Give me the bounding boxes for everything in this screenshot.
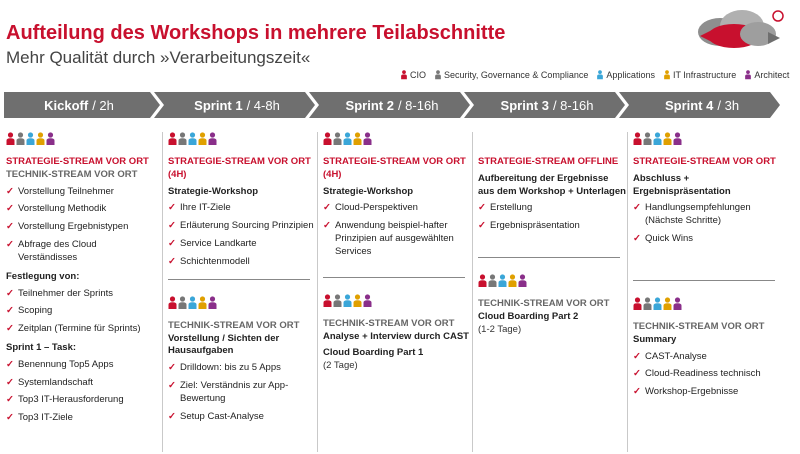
strategy-stream-heading: STRATEGIE-STREAM OFFLINE	[478, 156, 619, 167]
person-icon	[333, 132, 342, 146]
list-item: ✓ Zeitplan (Termine für Sprints)	[6, 323, 154, 336]
festlegung-heading: Festlegung von:	[6, 270, 80, 282]
person-icon	[323, 132, 332, 146]
divider	[478, 257, 620, 258]
person-icon	[653, 132, 662, 146]
participants-icon	[633, 297, 781, 311]
person-icon	[208, 296, 217, 310]
list-item: ✓ Anwendung beispiel-hafter Prinzipien auf ausgewählten Services	[323, 220, 471, 258]
strategy-stream-heading: STRATEGIE-STREAM VOR ORT	[633, 156, 776, 167]
phase-sprint-2: Sprint 2 / 8-16h	[345, 97, 439, 113]
legend-label: IT Infrastructure	[672, 70, 737, 80]
person-icon	[663, 297, 672, 311]
person-icon	[343, 294, 352, 308]
tech-stream-heading: TECHNIK-STREAM VOR ORT	[6, 168, 138, 180]
list-item: ✓ CAST-Analyse	[633, 351, 781, 364]
person-icon	[653, 297, 662, 311]
participants-icon	[168, 132, 316, 146]
phase-kickoff: Kickoff / 2h	[44, 97, 114, 113]
person-icon	[518, 274, 527, 288]
phase-sprint-4: Sprint 4 / 3h	[664, 97, 740, 113]
list-item: ✓ Setup Cast-Analyse	[168, 411, 316, 424]
list-item: ✓ Vorstellung Ergebnistypen	[6, 221, 154, 234]
sprint-2-column	[323, 132, 471, 373]
duration-note: (2 Tage)	[323, 360, 358, 372]
person-icon	[188, 132, 197, 146]
kickoff-column	[6, 132, 154, 431]
legend-item	[400, 70, 426, 80]
role-legend	[400, 70, 789, 80]
phase-bar	[4, 92, 780, 118]
tech-topic-2: Cloud Boarding Part 1	[323, 347, 424, 359]
person-icon	[188, 296, 197, 310]
person-icon	[36, 132, 45, 146]
participants-icon	[6, 132, 154, 146]
divider	[633, 280, 775, 281]
list-item: ✓ Ihre IT-Ziele	[168, 202, 316, 215]
tech-topic: Vorstellung / Sichten der Hausaufgaben	[168, 332, 280, 357]
strategy-stream-heading: STRATEGIE-STREAM VOR ORT (4H)	[168, 156, 311, 180]
person-icon	[596, 70, 604, 80]
task-list	[6, 359, 154, 425]
tech-topic: Analyse + Interview durch CAST	[323, 330, 469, 342]
list-item: ✓ Scoping	[6, 305, 154, 318]
legend-label: CIO	[410, 70, 427, 80]
list-item: ✓ Abfrage des Cloud Verständisses	[6, 239, 154, 265]
sprint-1-tech-list	[168, 362, 316, 423]
person-icon	[178, 296, 187, 310]
person-icon	[168, 296, 177, 310]
legend-label: Architect	[754, 70, 790, 80]
list-item: ✓ Erstellung	[478, 202, 626, 215]
legend-item	[663, 70, 736, 80]
workshop-title: Strategie-Workshop	[323, 185, 414, 197]
sprint-1-list	[168, 202, 316, 268]
legend-item	[434, 70, 588, 80]
person-icon	[663, 132, 672, 146]
divider	[323, 277, 465, 278]
person-icon	[643, 132, 652, 146]
sprint-2-list	[323, 202, 471, 258]
participants-icon	[478, 274, 626, 288]
person-icon	[498, 274, 507, 288]
person-icon	[363, 132, 372, 146]
phase-sprint-1: Sprint 1 / 4-8h	[194, 97, 280, 113]
list-item: ✓ Systemlandschaft	[6, 377, 154, 390]
phase-sprint-3: Sprint 3 / 8-16h	[500, 97, 594, 113]
cloud-logo-icon	[690, 6, 786, 52]
participants-icon	[323, 132, 471, 146]
task-heading: Sprint 1 – Task:	[6, 341, 77, 353]
list-item: ✓ Cloud-Perspektiven	[323, 202, 471, 215]
person-icon	[343, 132, 352, 146]
sprint-4-tech-list	[633, 351, 781, 399]
person-icon	[663, 70, 671, 80]
list-item: ✓ Top3 IT-Ziele	[6, 412, 154, 425]
person-icon	[673, 297, 682, 311]
person-icon	[353, 294, 362, 308]
sprint-4-column	[633, 132, 781, 405]
person-icon	[643, 297, 652, 311]
person-icon	[333, 294, 342, 308]
festlegung-list	[6, 288, 154, 336]
person-icon	[633, 297, 642, 311]
workshop-title: Abschluss + Ergebnispräsentation	[633, 172, 731, 197]
person-icon	[6, 132, 15, 146]
sprint-4-list	[633, 202, 781, 245]
tech-topic: Summary	[633, 333, 677, 345]
list-item: ✓ Vorstellung Methodik	[6, 203, 154, 216]
strategy-stream-heading: STRATEGIE-STREAM VOR ORT (4H)	[323, 156, 466, 180]
person-icon	[363, 294, 372, 308]
participants-icon	[323, 294, 471, 308]
list-item: ✓ Erläuterung Sourcing Prinzipien	[168, 220, 316, 233]
person-icon	[46, 132, 55, 146]
workshop-title: Aufbereitung der Ergebnisse aus dem Workshop + Unterlagen	[478, 172, 626, 197]
person-icon	[198, 132, 207, 146]
person-icon	[178, 132, 187, 146]
list-item: ✓ Teilnehmer der Sprints	[6, 288, 154, 301]
page-subtitle: Mehr Qualität durch »Verarbeitungszeit«	[6, 48, 311, 67]
person-icon	[198, 296, 207, 310]
tech-topic: Cloud Boarding Part 2	[478, 310, 579, 322]
legend-label: Applications	[606, 70, 655, 80]
person-icon	[633, 132, 642, 146]
duration-note: (1-2 Tage)	[478, 323, 522, 335]
list-item: ✓ Ziel: Verständnis zur App-Bewertung	[168, 380, 316, 406]
list-item: ✓ Service Landkarte	[168, 238, 316, 251]
sprint-3-list	[478, 202, 626, 233]
page-title: Aufteilung des Workshops in mehrere Teilabschnitte	[6, 22, 506, 44]
list-item: ✓ Benennung Top5 Apps	[6, 359, 154, 372]
participants-icon	[633, 132, 781, 146]
list-item: ✓ Schichtenmodell	[168, 256, 316, 269]
list-item: ✓ Ergebnispräsentation	[478, 220, 626, 233]
legend-item	[744, 70, 789, 80]
person-icon	[323, 294, 332, 308]
column-divider	[162, 132, 163, 452]
list-item: ✓ Handlungsempfehlungen (Nächste Schritte)	[633, 202, 781, 228]
list-item: ✓ Vorstellung Teilnehmer	[6, 186, 154, 199]
person-icon	[400, 70, 408, 80]
participants-icon	[168, 296, 316, 310]
legend-label: Security, Governance & Compliance	[444, 70, 589, 80]
person-icon	[26, 132, 35, 146]
person-icon	[673, 132, 682, 146]
strategy-stream-heading: STRATEGIE-STREAM VOR ORT	[6, 156, 149, 167]
tech-stream-heading: TECHNIK-STREAM VOR ORT	[323, 317, 455, 329]
sprint-3-column	[478, 132, 626, 337]
column-divider	[627, 132, 628, 452]
person-icon	[16, 132, 25, 146]
legend-item	[596, 70, 655, 80]
tech-stream-heading: TECHNIK-STREAM VOR ORT	[633, 320, 765, 332]
column-divider	[472, 132, 473, 452]
list-item: ✓ Top3 IT-Herausforderung	[6, 394, 154, 407]
person-icon	[208, 132, 217, 146]
person-icon	[508, 274, 517, 288]
workshop-title: Strategie-Workshop	[168, 185, 259, 197]
list-item: ✓ Drilldown: bis zu 5 Apps	[168, 362, 316, 375]
divider	[168, 279, 310, 280]
column-divider	[317, 132, 318, 452]
person-icon	[168, 132, 177, 146]
person-icon	[434, 70, 442, 80]
person-icon	[488, 274, 497, 288]
person-icon	[353, 132, 362, 146]
sprint-1-column	[168, 132, 316, 429]
kickoff-list	[6, 186, 154, 265]
list-item: ✓ Quick Wins	[633, 233, 781, 246]
tech-stream-heading: TECHNIK-STREAM VOR ORT	[478, 298, 610, 310]
list-item: ✓ Workshop-Ergebnisse	[633, 386, 781, 399]
person-icon	[744, 70, 752, 80]
tech-stream-heading: TECHNIK-STREAM VOR ORT	[168, 319, 300, 331]
list-item: ✓ Cloud-Readiness technisch	[633, 368, 781, 381]
person-icon	[478, 274, 487, 288]
